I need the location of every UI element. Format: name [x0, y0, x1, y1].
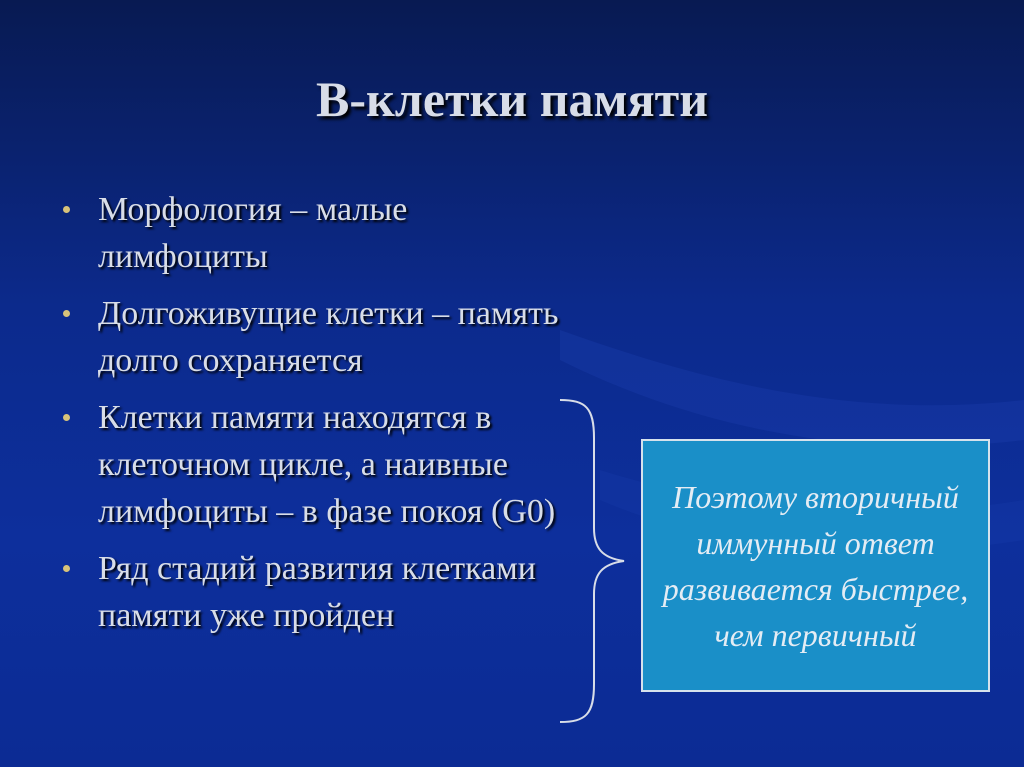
bullet-text: Долгоживущие клетки – память долго сохраняется	[98, 295, 559, 379]
bullet-dot-icon	[63, 310, 70, 317]
bullet-text: Морфология – малые лимфоциты	[98, 191, 408, 275]
bullet-dot-icon	[63, 206, 70, 213]
bullet-dot-icon	[63, 414, 70, 421]
bullet-dot-icon	[63, 565, 70, 572]
callout-text: Поэтому вторичный иммунный ответ развивается быстрее, чем первичный	[662, 478, 969, 653]
bullet-list	[60, 186, 580, 649]
slide-title: В-клетки памяти	[315, 71, 709, 127]
bullet-item	[60, 545, 580, 639]
bullet-text: Клетки памяти находятся в клеточном цикле, а наивные лимфоциты – в фазе покоя (G0)	[98, 399, 556, 530]
bullet-item	[60, 186, 580, 280]
bullet-item	[60, 394, 580, 535]
callout-box	[641, 439, 990, 692]
curly-brace-icon	[556, 398, 628, 724]
bullet-text: Ряд стадий развития клетками памяти уже пройден	[98, 550, 536, 634]
bullet-item	[60, 290, 580, 384]
